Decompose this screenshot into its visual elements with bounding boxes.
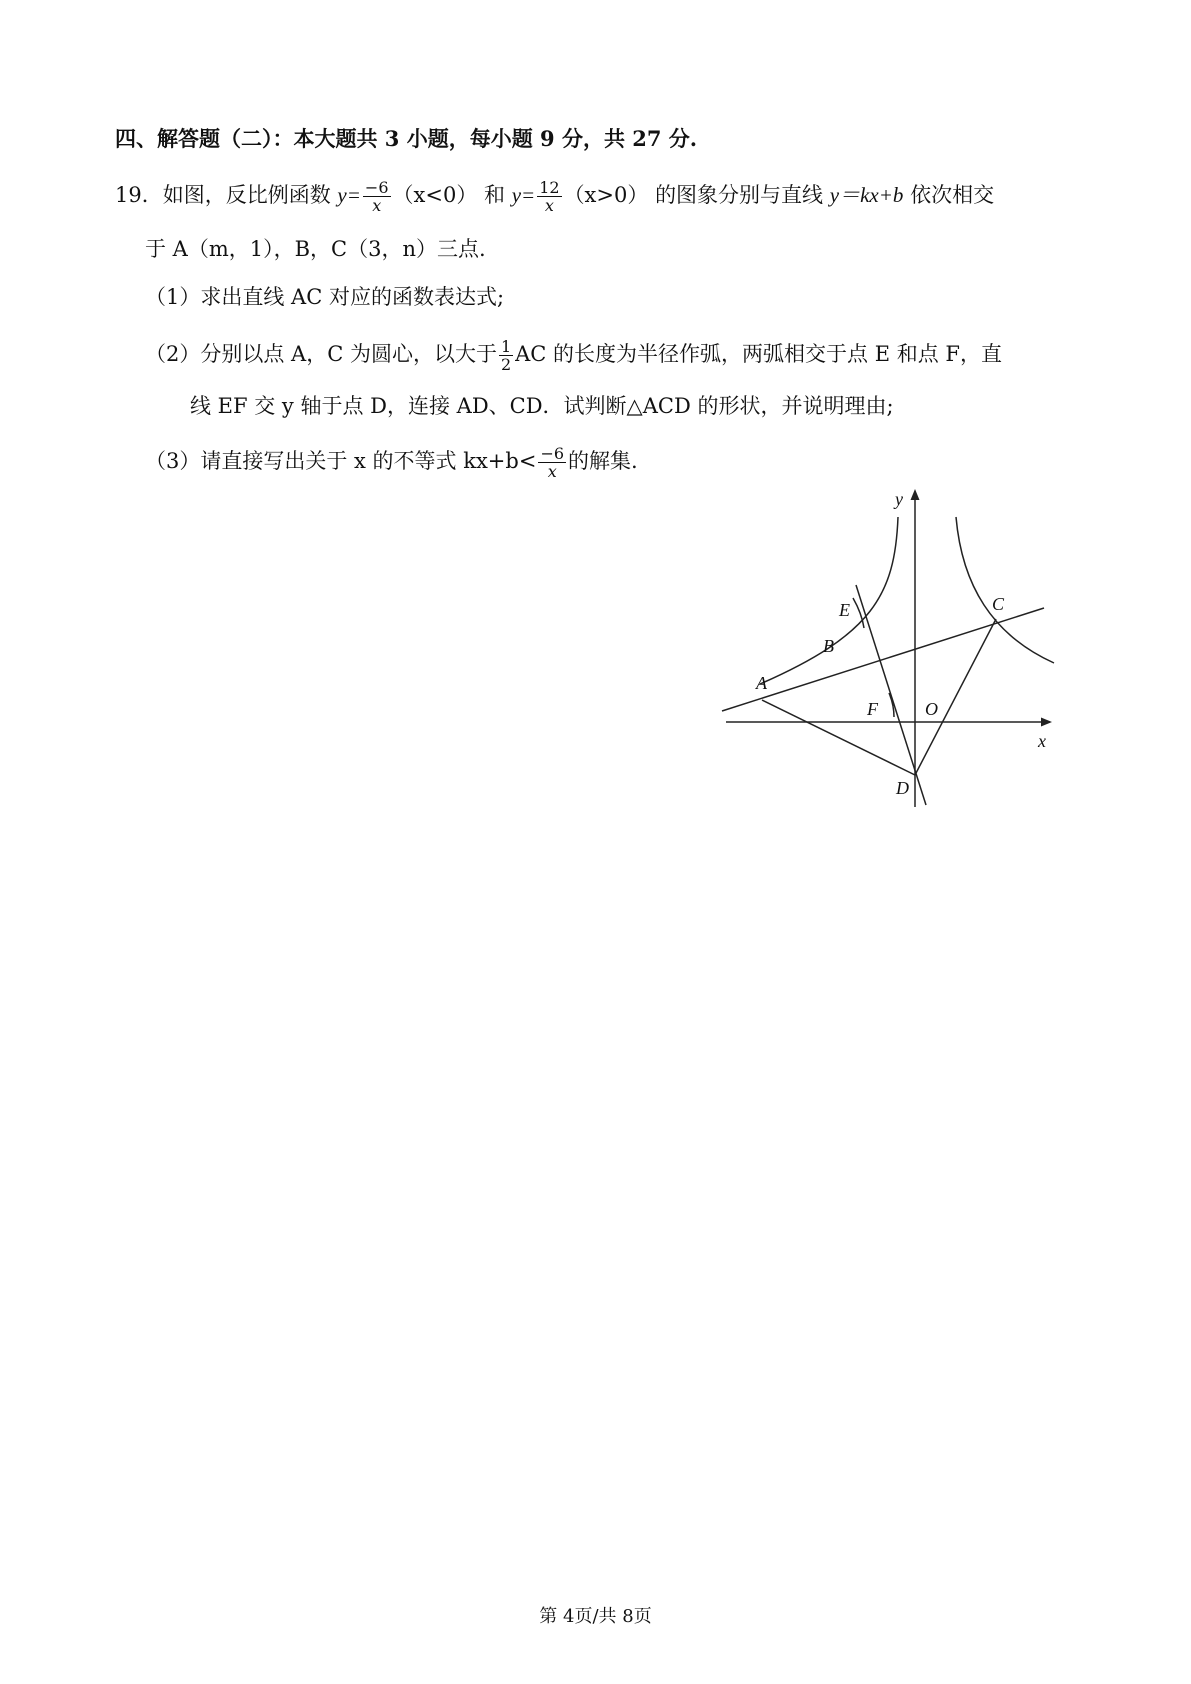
label-d: D: [896, 778, 909, 798]
problem-text-3: 的图象分别与直线: [655, 183, 824, 207]
y-axis-arrow-icon: [911, 489, 920, 500]
x-axis-arrow-icon: [1041, 718, 1052, 727]
fraction-denominator: x: [372, 196, 382, 215]
question-3-post: 的解集.: [568, 449, 638, 473]
label-e: E: [839, 600, 850, 620]
problem-text-4: 依次相交: [910, 183, 995, 207]
label-o: O: [925, 699, 938, 719]
function-1-lhs: y=: [337, 183, 361, 207]
fraction-neg6-over-x-2: [538, 445, 566, 480]
section-title: 四、解答题（二）：本大题共 3 小题，每小题 9 分，共 27 分.: [115, 126, 698, 151]
fraction-denominator: 2: [500, 355, 512, 374]
problem-line-2: 于 A（m，1），B，C（3，n）三点.: [145, 237, 486, 261]
question-2-line-2: 线 EF 交 y 轴于点 D，连接 AD、CD．试判断△ACD 的形状，并说明理由;: [190, 394, 894, 418]
label-f: F: [867, 699, 878, 719]
line-equation: y＝kx+b: [829, 183, 904, 207]
fraction-numerator: 12: [539, 178, 560, 197]
fraction-numerator: −6: [364, 178, 389, 197]
question-3: [145, 445, 638, 480]
hyperbola-left-branch: [760, 517, 898, 684]
label-c: C: [992, 594, 1005, 614]
domain-condition-1: （x<0）: [392, 183, 478, 207]
fraction-one-half: [499, 338, 513, 373]
fraction-denominator: x: [547, 462, 557, 481]
problem-text-2: 和: [484, 183, 506, 207]
domain-condition-2: （x>0）: [563, 183, 649, 207]
hyperbola-right-branch: [956, 517, 1054, 663]
question-2-line-1: [145, 338, 1002, 373]
function-2-lhs: y=: [511, 183, 536, 207]
fraction-denominator: x: [544, 196, 554, 215]
fraction-numerator: 1: [500, 337, 512, 356]
label-a: A: [756, 673, 767, 693]
segment-ad: [762, 700, 915, 775]
question-3-pre: （3）请直接写出关于 x 的不等式 kx+b<: [145, 449, 537, 473]
problem-text-1: 如图，反比例函数: [162, 183, 331, 207]
problem-line-1: [115, 179, 994, 214]
label-y: y: [895, 489, 903, 509]
label-b: B: [823, 636, 834, 656]
question-1: （1）求出直线 AC 对应的函数表达式;: [145, 285, 505, 309]
question-2-post: AC 的长度为半径作弧，两弧相交于点 E 和点 F，直: [515, 342, 1002, 366]
label-x: x: [1038, 731, 1046, 751]
problem-number: 19．: [115, 183, 163, 207]
fraction-neg6-over-x: [363, 179, 391, 214]
fraction-numerator: −6: [540, 444, 565, 463]
segment-cd: [915, 619, 996, 775]
fraction-12-over-x: [537, 179, 561, 214]
question-2-pre: （2）分别以点 A，C 为圆心，以大于: [145, 342, 497, 366]
geometry-figure: [712, 485, 1062, 815]
page-footer: 第 4页/共 8页: [539, 1606, 652, 1627]
line-ac: [722, 608, 1044, 711]
